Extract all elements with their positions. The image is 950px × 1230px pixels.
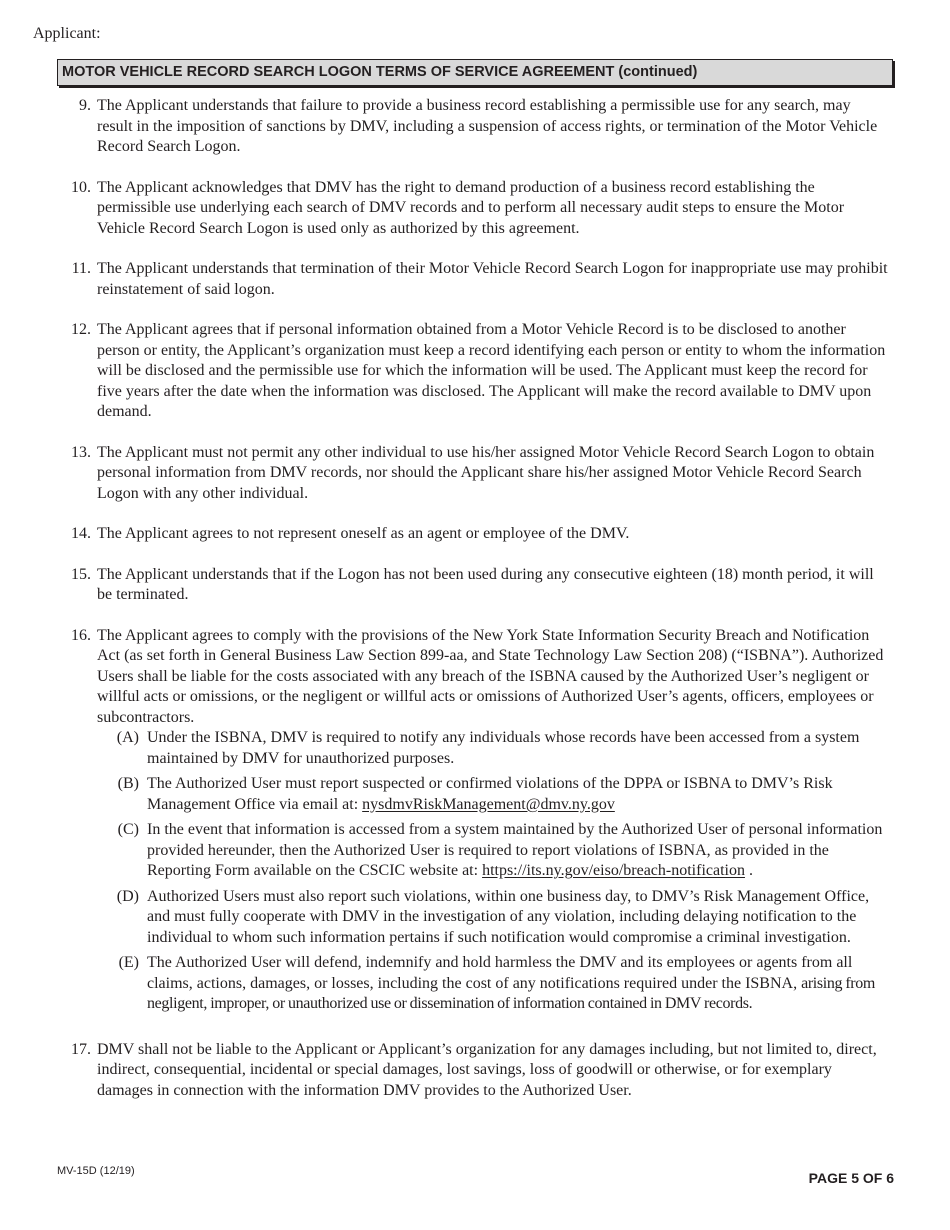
subitem-text: Under the ISBNA, DMV is required to notify any individuals whose records have been accessed from a system maintained by DMV for unauthorized purposes. [147,729,860,767]
term-number: 15. [71,565,91,583]
form-number: MV-15D (12/19) [57,1165,135,1177]
section-title: MOTOR VEHICLE RECORD SEARCH LOGON TERMS OF SERVICE AGREEMENT (continued) [57,59,893,86]
subitem-text: Authorized Users must also report such violations, within one business day, to DMV’s Risk Management Office, and must fully cooperate with DMV in the investigation of any violation, including delaying notification to the individual to whom such information pertains if such notification would compromise a criminal investigation. [147,887,870,946]
term-11 [60,259,890,300]
subitem-text: The Authorized User must report suspected or confirmed violations of the DPPA or ISBNA to DMV’s Risk Management Office via email at: [147,775,833,813]
term-16 [60,626,890,1020]
term-13 [60,443,890,505]
term-12 [60,320,890,423]
term-text: The Applicant understands that if the Logon has not been used during any consecutive eighteen (18) month period, it will be terminated. [97,565,874,603]
subitem-a [97,728,890,769]
subitem-d [97,887,890,949]
term-text: The Applicant understands that termination of their Motor Vehicle Record Search Logon for inappropriate use may prohibit reinstatement of said logon. [97,260,888,298]
term-number: 12. [71,321,91,338]
subitem-letter: (D) [116,887,139,905]
term-number: 11. [71,260,91,277]
term-text: The Applicant agrees that if personal information obtained from a Motor Vehicle Record is to be disclosed to another person or entity, the Applicant’s organization must keep a record identifying each person or entity to whom the information will be disclosed and the permissible use for which the information will be used. The Applicant must keep the record for five years after the date when the information was disclosed. The Applicant will make the record available to DMV upon demand. [97,321,886,420]
term-text: DMV shall not be liable to the Applicant or Applicant’s organization for any damages including, but not limited to, direct, indirect, consequential, incidental or special damages, lost savings, loss of goodwill or otherwise, or for exemplary damages in connection with the information DMV provides to the Authorized User. [97,1040,877,1099]
term-number: 10. [71,178,91,196]
term-9 [60,96,890,158]
term-text: The Applicant agrees to not represent oneself as an agent or employee of the DMV. [97,525,630,542]
term-number: 9. [79,97,91,114]
term-10 [60,178,890,240]
breach-notification-link[interactable]: https://its.ny.gov/eiso/breach-notification [482,862,745,879]
risk-management-email-link[interactable]: nysdmvRiskManagement@dmv.ny.gov [362,795,615,813]
subitem-e [97,953,890,1015]
subitem-text: In the event that information is accessed from a system maintained by the Authorized User of personal information provided hereunder, then the Authorized User is required to report violations of ISBNA, as provided in the Reporting Form available on the CSCIC website at: [147,821,883,879]
subitem-letter: (C) [117,821,139,838]
subitem-text: The Authorized User will defend, indemnify and hold harmless the DMV and its employees or agents from all claims, actions, damages, or losses, including the cost of any notifications required under the ISBNA, [147,954,853,992]
subitem-letter: (E) [118,954,139,971]
subitem-letter: (B) [117,775,139,792]
subitem-letter: (A) [116,729,139,746]
subitem-list [97,728,890,1015]
subitem-c [97,820,890,882]
subitem-b [97,774,890,815]
term-15 [60,565,890,606]
term-text: The Applicant must not permit any other individual to use his/her assigned Motor Vehicle Record Search Logon to obtain personal information from DMV records, nor should the Applicant share his/her assigned Motor Vehicle Record Search Logon with any other individual. [97,443,875,502]
page-number: PAGE 5 OF 6 [808,1170,894,1186]
subitem-tail: . [744,862,753,879]
term-number: 16. [71,626,91,644]
subitem-tail: arising from negligent, improper, or unauthorized use or dissemination of information contained in DMV records. [147,974,876,1012]
term-number: 14. [71,525,91,542]
term-17 [60,1040,890,1102]
term-text: The Applicant agrees to comply with the provisions of the New York State Information Security Breach and Notification Act (as set forth in General Business Law Section 899-aa, and State Technology Law Section 208) (“ISBNA”). Authorized Users shall be liable for the costs associated with any breach of the ISBNA caused by the Authorized User’s negligent or willful acts or omissions, or the negligent or willful acts or omissions of Authorized User’s agents, officers, employees or subcontractors. [97,626,884,726]
terms-list [60,96,890,1121]
term-14 [60,524,890,545]
term-text: The Applicant acknowledges that DMV has the right to demand production of a business record establishing the permissible use underlying each search of DMV records and to perform all necessary audit steps to ensure the Motor Vehicle Record Search Logon is used only as authorized by this agreement. [97,178,845,237]
term-number: 17. [71,1040,91,1058]
term-number: 13. [71,443,91,461]
applicant-label: Applicant: [33,25,101,42]
term-text: The Applicant understands that failure to provide a business record establishing a permissible use for any search, may result in the imposition of sanctions by DMV, including a suspension of access rights, or termination of the Motor Vehicle Record Search Logon. [97,97,878,155]
